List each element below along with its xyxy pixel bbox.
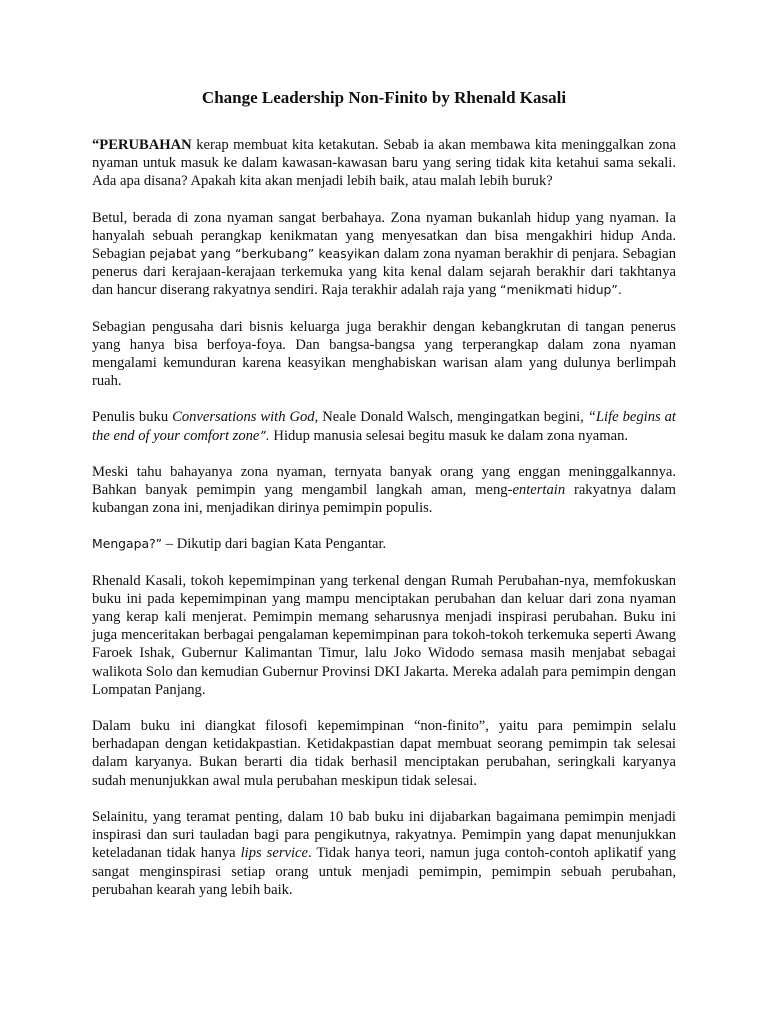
quote-close: ”.	[259, 427, 270, 443]
paragraph-business: Sebagian pengusaha dari bisnis keluarga juga berakhir dengan kebangkrutan di tangan penerus yang hanya bisa berfoya-foya. Dan bangsa-bangsa yang terperangkap dalam zona nyaman mengalami kemunduran karena keasyikan menghabiskan warisan alam yang dulunya berlimpah ruah.	[92, 318, 676, 390]
paragraph-text: Meski tahu bahayanya zona nyaman, ternyata banyak orang yang enggan meninggalkannya. Bahkan banyak pemimpin yang mengambil langkah aman, meng-	[92, 463, 676, 499]
italic-word: entertain	[512, 482, 566, 499]
paragraph-text: , Neale Donald Walsch, mengingatkan begini,	[314, 409, 588, 426]
paragraph-walsch-quote	[92, 408, 676, 444]
paragraph-text: Selainitu, yang teramat penting, dalam 10 bab buku ini dijabarkan bagaimana pemimpin menjadi inspirasi dan suri tauladan bagi para pengikutnya, rakyatnya. Pemimpin yang dapat menunjukkan keteladanan tidak hanya	[92, 808, 676, 862]
paragraph-text: . Tidak hanya teori, namun juga contoh-contoh aplikatif yang sangat menginspirasi setiap orang untuk menjadi pemimpin, pemimpin sebuah perubahan, perubahan kearah yang lebih baik.	[92, 845, 676, 898]
paragraph-text: kerap membuat kita ketakutan. Sebab ia akan membawa kita meninggalkan zona nyaman untuk masuk ke dalam kawasan-kawasan baru yang sering tidak kita ketahui sama sekali. Ada apa disana? Apakah kita akan menjadi lebih baik, atau malah lebih buruk?	[92, 137, 676, 190]
paragraph-populist	[92, 463, 676, 518]
book-title: Conversations with God	[172, 409, 315, 426]
paragraph-text: Betul, berada di zona nyaman sangat berbahaya. Zona nyaman bukanlah hidup yang nyaman. Ia hanyalah sebuah perangkap kenikmatan yang menyesatkan dan bisa mengakhiri hidup Anda. Sebagian	[92, 209, 676, 263]
paragraph-chapters	[92, 808, 676, 899]
paragraph-text: Penulis buku	[92, 409, 173, 426]
quote-text: “Life begins at the end of your comfort zone	[92, 409, 676, 444]
italic-word: lips service	[240, 845, 308, 862]
paragraph-text: – Dikutip dari bagian Kata Pengantar.	[162, 536, 387, 553]
paragraph-text: rakyatnya dalam kubangan zona ini, menjadikan dirinya pemimpin populis.	[92, 482, 676, 517]
paragraph-text-sans: “menikmati hidup”.	[500, 282, 622, 298]
paragraph-text: Hidup manusia selesai begitu masuk ke dalam zona nyaman.	[269, 427, 629, 444]
paragraph-citation	[92, 535, 676, 553]
paragraph-comfort-zone	[92, 209, 676, 300]
document-body	[92, 136, 676, 917]
paragraph-author: Rhenald Kasali, tokoh kepemimpinan yang terkenal dengan Rumah Perubahan-nya, memfokuskan buku ini pada kepemimpinan yang mampu menciptakan perubahan dan keluar dari zona nyaman yang kerap kali menjerat. Pemimpin memang seharusnya menjadi inspirasi perubahan. Buku ini juga menceritakan berbagai pengalaman kepemimpinan para tokoh-tokoh terkemuka seperti Awang Faroek Ishak, Gubernur Kalimantan Timur, lalu Joko Widodo semasa masih menjabat sebagai walikota Solo dan kemudian Gubernur Provinsi DKI Jakarta. Mereka adalah para pemimpin dengan Lompatan Panjang.	[92, 572, 676, 698]
paragraph-text: dalam zona nyaman berakhir di penjara. Sebagian penerus dari kerajaan-kerajaan terkemuka yang kita kenal dalam sejarah berakhir dari takhtanya dan hancur diserang rakyatnya sendiri. Raja terakhir adalah raja yang	[92, 246, 676, 299]
document-title: Change Leadership Non-Finito by Rhenald Kasali	[201, 88, 567, 107]
lead-word: “PERUBAHAN	[92, 137, 192, 153]
paragraph-text-sans: pejabat yang “berkubang” keasyikan	[149, 246, 380, 262]
paragraph-text-sans: Mengapa?”	[92, 536, 163, 552]
paragraph-non-finito: Dalam buku ini diangkat filosofi kepemimpinan “non-finito”, yaitu para pemimpin selalu berhadapan dengan ketidakpastian. Ketidakpastian dapat membuat seorang pemimpin tak selesai dalam karyanya. Bukan berarti dia tidak berhasil menciptakan perubahan, seringkali karyanya sudah menunjukkan awal mula perubahan meskipun tidak selesai.	[92, 718, 676, 789]
paragraph-intro	[92, 136, 676, 191]
